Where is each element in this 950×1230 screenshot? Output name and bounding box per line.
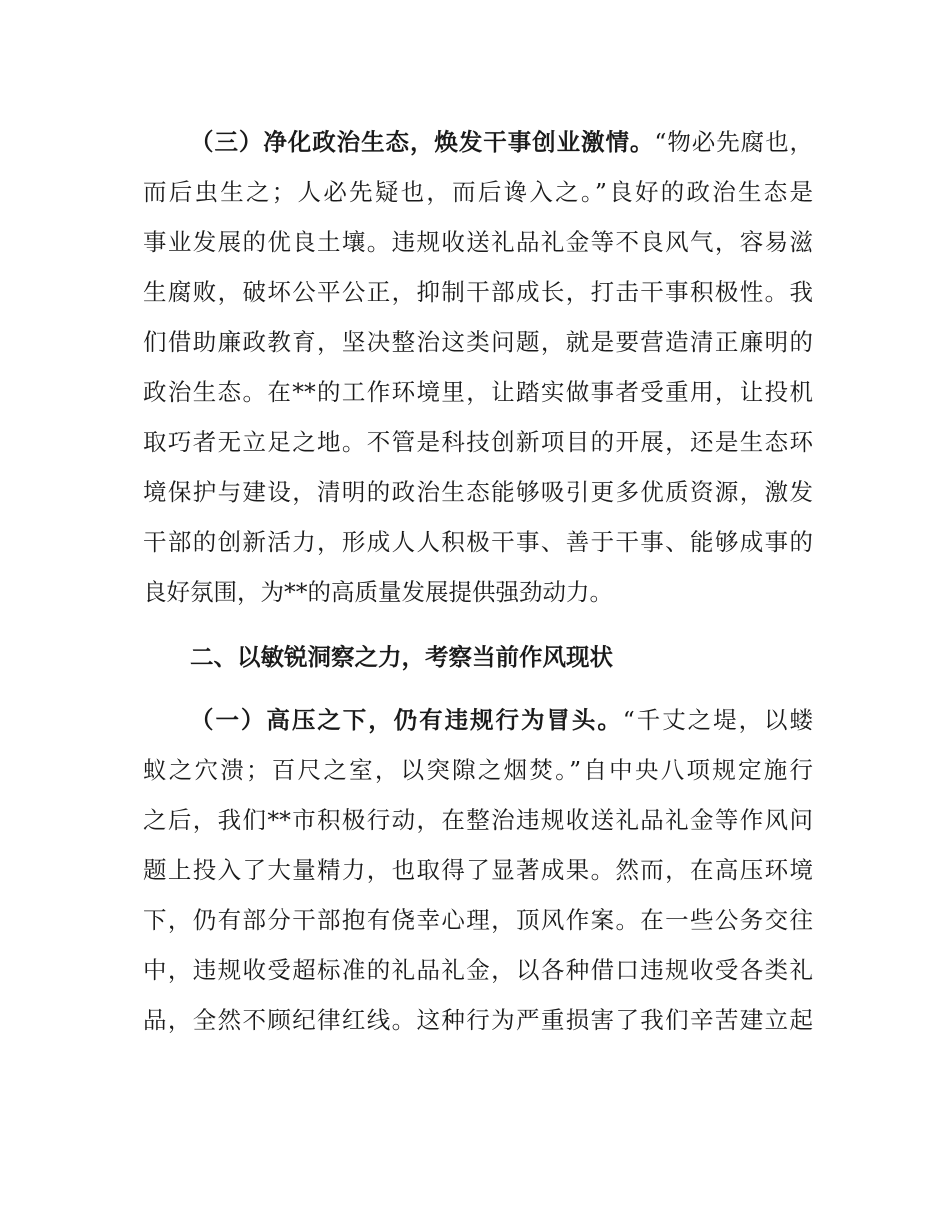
paragraph-1-title: （三）净化政治生态，焕发干事创业激情。 <box>190 128 655 156</box>
paragraph-2-line: 之后，我们**市积极行动，在整治违规收送礼品礼金等作风问 <box>143 806 813 834</box>
paragraph-1-line: 生腐败，破坏公平公正，抑制干部成长，打击干事积极性。我 <box>143 278 813 306</box>
paragraph-2-title: （一）高压之下，仍有违规行为冒头。 <box>190 706 623 734</box>
paragraph-2-line: 品，全然不顾纪律红线。这种行为严重损害了我们辛苦建立起 <box>143 1006 813 1034</box>
paragraph-1-line: 政治生态。在**的工作环境里，让踏实做事者受重用，让投机 <box>143 378 813 406</box>
paragraph-2-line: 蚁之穴溃；百尺之室，以突隙之烟焚。”自中央八项规定施行 <box>143 756 813 784</box>
paragraph-1-line-1-text: “物必先腐也， <box>654 128 814 156</box>
paragraph-2-line-1 <box>190 705 813 735</box>
paragraph-1-line-1 <box>190 127 813 157</box>
paragraph-1-line: 们借助廉政教育，坚决整治这类问题，就是要营造清正廉明的 <box>143 328 813 356</box>
paragraph-1-line: 而后虫生之；人必先疑也，而后谗入之。”良好的政治生态是 <box>143 178 813 206</box>
section-heading: 二、以敏锐洞察之力，考察当前作风现状 <box>190 643 613 671</box>
paragraph-1-line: 取巧者无立足之地。不管是科技创新项目的开展，还是生态环 <box>143 428 813 456</box>
paragraph-2-line: 题上投入了大量精力，也取得了显著成果。然而，在高压环境 <box>143 856 813 884</box>
paragraph-1-line: 良好氛围，为**的高质量发展提供强劲动力。 <box>143 578 613 606</box>
paragraph-2-line: 下，仍有部分干部抱有侥幸心理，顶风作案。在一些公务交往 <box>143 906 813 934</box>
paragraph-2-line-1-text: “千丈之堤，以蝼 <box>622 706 813 734</box>
paragraph-1-line: 事业发展的优良土壤。违规收送礼品礼金等不良风气，容易滋 <box>143 228 813 256</box>
paragraph-2-line: 中，违规收受超标准的礼品礼金，以各种借口违规收受各类礼 <box>143 956 813 984</box>
paragraph-1-line: 干部的创新活力，形成人人积极干事、善于干事、能够成事的 <box>143 528 813 556</box>
paragraph-1-line: 境保护与建设，清明的政治生态能够吸引更多优质资源，激发 <box>143 478 813 506</box>
